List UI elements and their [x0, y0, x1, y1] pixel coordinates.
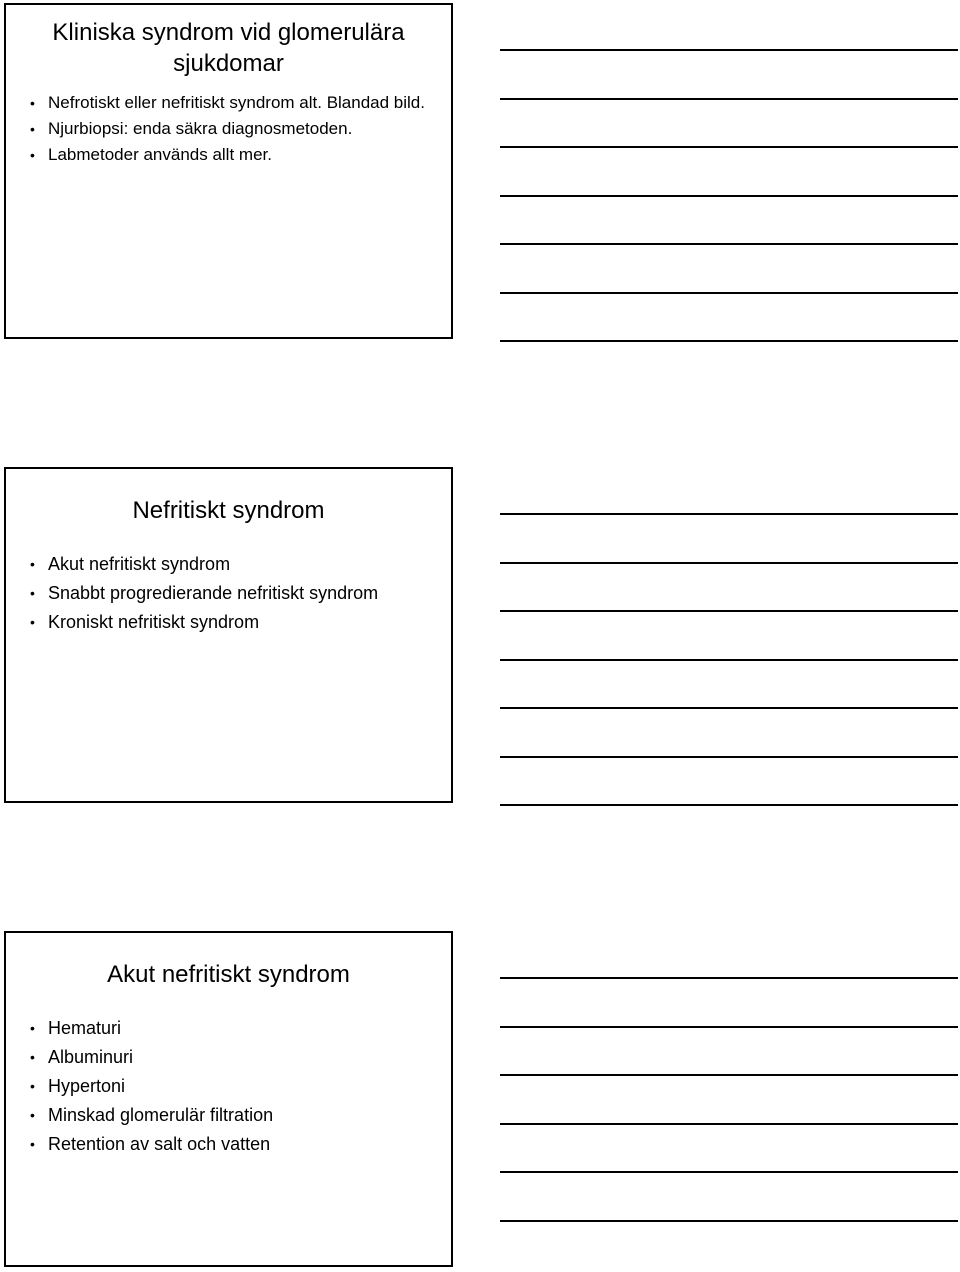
- note-line: [500, 659, 958, 661]
- bullet-text: Nefrotiskt eller nefritiskt syndrom alt. Blandad bild.: [48, 93, 425, 112]
- note-line: [500, 340, 958, 342]
- notes-lines: [500, 977, 958, 1268]
- bullet-text: Akut nefritiskt syndrom: [48, 554, 231, 574]
- bullet-icon: •: [30, 1136, 35, 1152]
- note-line: [500, 195, 958, 197]
- note-line: [500, 98, 958, 100]
- note-line: [500, 977, 958, 979]
- note-line: [500, 49, 958, 51]
- slide-title: Akut nefritiskt syndrom: [107, 961, 350, 988]
- bullet-item: [30, 1046, 443, 1068]
- note-line: [500, 1171, 958, 1173]
- bullet-icon: •: [30, 121, 35, 137]
- bullet-text: Hypertoni: [48, 1076, 126, 1096]
- note-line: [500, 146, 958, 148]
- bullet-icon: •: [30, 1107, 35, 1123]
- bullet-icon: •: [30, 556, 35, 572]
- bullet-text: Labmetoder används allt mer.: [48, 145, 272, 164]
- slide-2: [4, 467, 453, 803]
- slide-title: Kliniska syndrom vid glomerulära sjukdomar: [52, 19, 405, 77]
- note-line: [500, 610, 958, 612]
- note-line: [500, 1123, 958, 1125]
- bullet-item: [30, 1104, 443, 1126]
- notes-lines: [500, 513, 958, 853]
- note-line: [500, 1026, 958, 1028]
- bullet-icon: •: [30, 95, 35, 111]
- bullet-text: Albuminuri: [48, 1047, 134, 1067]
- bullet-text: Minskad glomerulär filtration: [48, 1105, 274, 1125]
- bullet-text: Hematuri: [48, 1018, 122, 1038]
- note-line: [500, 513, 958, 515]
- bullet-item: [30, 117, 443, 141]
- bullet-item: [30, 553, 443, 575]
- bullet-item: [30, 143, 443, 167]
- bullet-icon: •: [30, 614, 35, 630]
- note-line: [500, 292, 958, 294]
- notes-lines: [500, 49, 958, 389]
- slide-3: [4, 931, 453, 1267]
- bullet-item: [30, 582, 443, 604]
- bullet-icon: •: [30, 585, 35, 601]
- bullet-icon: •: [30, 1078, 35, 1094]
- note-line: [500, 1220, 958, 1222]
- note-line: [500, 562, 958, 564]
- slide-title: Nefritiskt syndrom: [132, 497, 325, 524]
- note-line: [500, 756, 958, 758]
- bullet-text: Retention av salt och vatten: [48, 1134, 271, 1154]
- bullet-icon: •: [30, 147, 35, 163]
- note-line: [500, 804, 958, 806]
- bullet-list: [30, 91, 443, 169]
- bullet-item: [30, 611, 443, 633]
- bullet-text: Snabbt progredierande nefritiskt syndrom: [48, 583, 379, 603]
- bullet-icon: •: [30, 1020, 35, 1036]
- note-line: [500, 707, 958, 709]
- note-line: [500, 1074, 958, 1076]
- bullet-list: [30, 553, 443, 640]
- bullet-item: [30, 91, 443, 115]
- bullet-text: Njurbiopsi: enda säkra diagnosmetoden.: [48, 119, 353, 138]
- bullet-item: [30, 1075, 443, 1097]
- bullet-list: [30, 1017, 443, 1162]
- bullet-item: [30, 1133, 443, 1155]
- note-line: [500, 243, 958, 245]
- bullet-icon: •: [30, 1049, 35, 1065]
- bullet-item: [30, 1017, 443, 1039]
- slide-1: [4, 3, 453, 339]
- bullet-text: Kroniskt nefritiskt syndrom: [48, 612, 260, 632]
